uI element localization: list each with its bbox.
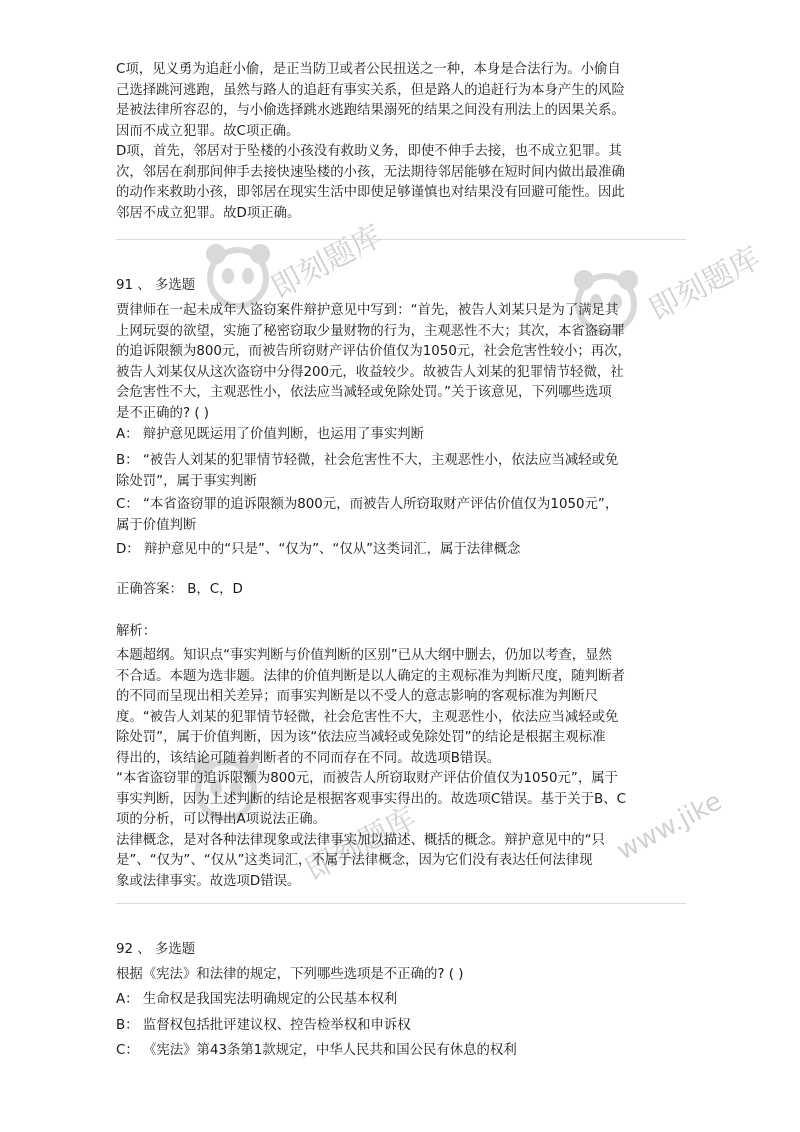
text-line: 法律概念，是对各种法律现象或法律事实加以描述、概括的概念。辩护意见中的“只 <box>116 832 605 848</box>
option-text: B： “被告人刘某的犯罪情节轻微，社会危害性不大，主观恶性小，依法应当减轻或免 <box>116 453 619 468</box>
watermark-text: 即刻题库 <box>643 240 767 328</box>
question-91-stem <box>116 301 688 424</box>
option-text: 属于价值判断 <box>116 517 197 533</box>
text-line: 是被法律所容忍的，与小偷选择跳水逃跑结果溺死的结果之间没有刑法上的因果关系。 <box>116 103 625 118</box>
text-line: 除处罚”，属于价值判断，因为该“依法应当减轻或免除处罚”的结论是根据主观标准 <box>116 730 606 745</box>
question-91-analysis-label: 解析： <box>116 624 157 639</box>
text-line: 是不正确的? ( ) <box>116 405 210 421</box>
watermark-text: 即刻题库 <box>299 800 423 888</box>
option-text: D： 辩护意见中的“只是”、“仅为”、“仅从”这类词汇，属于法律概念 <box>116 542 521 557</box>
question-91-option-c <box>116 495 688 536</box>
prev-analysis-paragraph <box>116 60 688 224</box>
text-line: 得出的，该结论可随着判断者的不同而存在不同。故选项B错误。 <box>116 750 501 766</box>
text-line: 次，邻居在刹那间伸手去接快速坠楼的小孩，无法期待邻居能够在短时间内做出最准确 <box>116 164 625 180</box>
text-line: 己选择跳河逃跑，虽然与路人的追赶有事实关系，但是路人的追赶行为本身产生的风险 <box>116 82 625 98</box>
text-line: 邻居不成立犯罪。故D项正确。 <box>116 205 301 221</box>
text-line: C项，见义勇为追赶小偷，是正当防卫或者公民扭送之一种，本身是合法行为。小偷自 <box>116 62 621 77</box>
question-91-option-b <box>116 451 688 492</box>
text-line: 上网玩耍的欲望，实施了秘密窃取少量财物的行为，主观恶性不大；其次，本省盗窃罪 <box>116 323 625 339</box>
question-91-option-a <box>116 425 688 446</box>
text-line: 因而不成立犯罪。故C项正确。 <box>116 123 300 139</box>
question-91-answer: 正确答案： B，C，D <box>116 582 243 597</box>
option-text: C： “本省盗窃罪的追诉限额为800元，而被告人所窃取财产评估价值仅为1050元”， <box>116 497 619 512</box>
question-92-option-c: C： 《宪法》第43条第1款规定，中华人民共和国公民有休息的权利 <box>116 1043 517 1058</box>
text-line: 被告人刘某仅从这次盗窃中分得200元，收益较少。故被告人刘某的犯罪情节轻微，社 <box>116 364 624 380</box>
text-line: 的追诉限额为800元，而被告所窃财产评估价值仅为1050元，社会危害性较小；再次， <box>116 344 631 359</box>
text-line: 的不同而呈现出相关差异；而事实判断是以不受人的意志影响的客观标准为判断尺 <box>116 689 599 704</box>
text-line: 度。“被告人刘某的犯罪情节轻微，社会危害性不大，主观恶性小，依法应当减轻或免 <box>116 709 619 725</box>
option-text: 除处罚”，属于事实判断 <box>116 473 257 489</box>
option-text: A： 辩护意见既运用了价值判断，也运用了事实判断 <box>116 427 425 442</box>
section-divider <box>116 903 686 904</box>
question-91-option-d <box>116 540 688 561</box>
question-91-header: 91 、 多选题 <box>116 278 196 293</box>
section-divider <box>116 239 686 240</box>
text-line: 贾律师在一起未成年人盗窃案件辩护意见中写到：“首先，被告人刘某只是为了满足其 <box>116 303 619 318</box>
text-line: 的动作来救助小孩，即邻居在现实生活中即使足够谨慎也对结果没有回避可能性。因此 <box>116 185 625 200</box>
question-91-analysis <box>116 646 688 892</box>
text-line: D项，首先，邻居对于坠楼的小孩没有救助义务，即使不伸手去接，也不成立犯罪。其 <box>116 144 622 159</box>
text-line: 象或法律事实。故选项D错误。 <box>116 873 301 889</box>
text-line: 会危害性不大，主观恶性小，依法应当减轻或免除处罚。”关于该意见，下列哪些选项 <box>116 385 612 400</box>
question-92-option-b: B： 监督权包括批评建议权、控告检举权和申诉权 <box>116 1018 411 1033</box>
watermark-text: 即刻题库 <box>265 218 389 306</box>
text-line: 事实判断，因为上述判断的结论是根据客观事实得出的。故选项C错误。基于关于B、C <box>116 791 626 807</box>
text-line: 本题超纲。知识点“事实判断与价值判断的区别”已从大纲中删去，仍加以考查，显然 <box>116 648 612 663</box>
question-92-stem: 根据《宪法》和法律的规定，下列哪些选项是不正确的? ( ) <box>116 967 464 982</box>
question-92-option-a: A： 生命权是我国宪法明确规定的公民基本权利 <box>116 992 398 1007</box>
text-line: 是”、“仅为”、“仅从”这类词汇，不属于法律概念，因为它们没有表达任何法律现 <box>116 853 593 868</box>
question-92-header: 92 、 多选题 <box>116 942 196 957</box>
watermark-url-text: www.jike <box>612 786 727 867</box>
text-line: 项的分析，可以得出A项说法正确。 <box>116 812 327 827</box>
text-line: “本省盗窃罪的追诉限额为800元，而被告人所窃取财产评估价值仅为1050元”，属于 <box>116 771 619 786</box>
text-line: 不合适。本题为选非题。法律的价值判断是以人确定的主观标准为判断尺度，随判断者 <box>116 668 625 684</box>
